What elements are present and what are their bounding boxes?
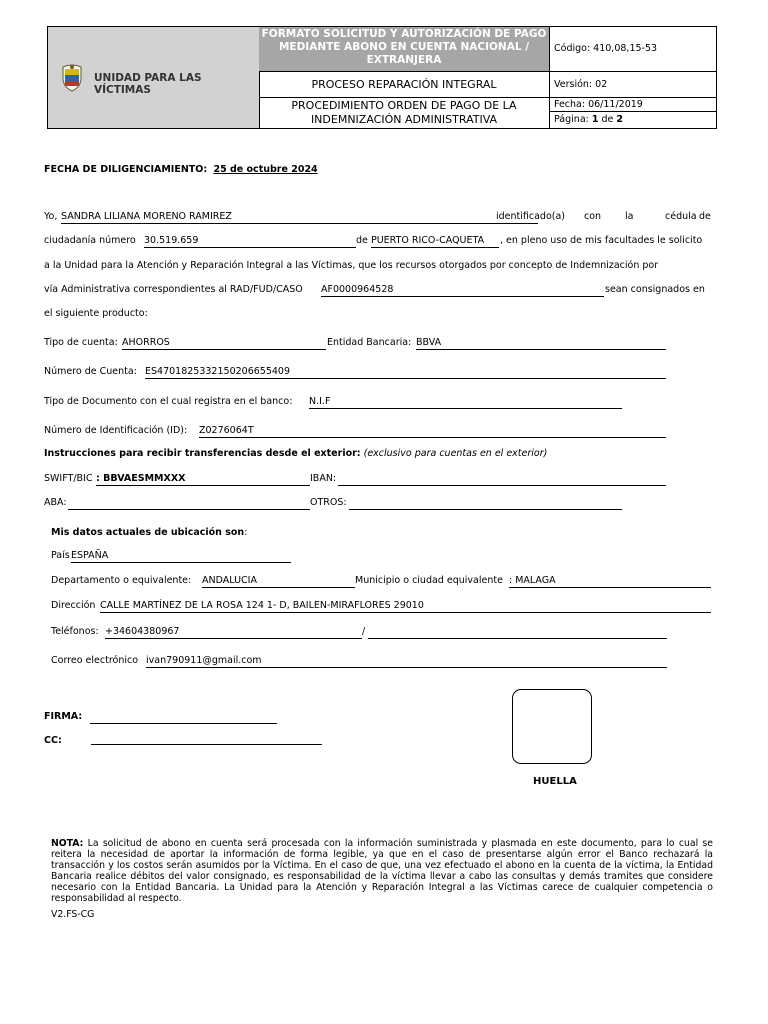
declaration-line-2: ciudadanía número 30.519.659 de PUERTO RICO-CAQUETA , en pleno uso de mis facultades le solicito: [44, 235, 703, 246]
id-number-field[interactable]: Z0276064T: [199, 424, 666, 438]
dept-field[interactable]: ANDALUCIA: [202, 574, 355, 588]
nota-label: NOTA:: [51, 838, 84, 849]
aba-field[interactable]: [68, 496, 310, 510]
nota-text: La solicitud de abono en cuenta será procesada con la información suministrada y plasmada en este documento, para lo cual se reitera la necesidad de aportar la información de forma legible, ya que en el caso de presentarse algún error el Banco rechazará la transacción y los costos serán asumidos por la Víctima. En el caso de que, una vez efectuado el abono en la cuenta de la víctima, la Entidad Bancaria realice débitos del valor consignado, es responsabilidad de la víctima llevar a cabo las consultas y demás tramites que considere necesario con la Entidad Bancaria. La Unidad para la Atención y Reparación Integral a las Víctimas carece de cualquier competencia o responsabilidad al respecto.: [51, 838, 713, 904]
declaration-line-1: Yo, SANDRA LILIANA MORENO RAMIREZ identificado(a) con la cédula de: [44, 211, 711, 222]
swift-field[interactable]: : BBVAESMMXXX: [96, 472, 310, 486]
cc-row: CC:: [44, 734, 334, 748]
foreign-instructions: Instrucciones para recibir transferencias desde el exterior: (exclusivo para cuentas en el exterior): [44, 448, 548, 459]
document-header: [47, 26, 717, 129]
cedula-number[interactable]: 30.519.659: [144, 234, 356, 248]
account-type-row: Tipo de cuenta: AHORROS Entidad Bancaria: BBVA: [44, 336, 684, 350]
phones-row: Teléfonos: +34604380967 /: [51, 625, 711, 639]
declaration-line-5: el siguiente producto:: [44, 308, 148, 319]
address-row: Dirección CALLE MARTÍNEZ DE LA ROSA 124 1- D, BAILEN-MIRAFLORES 29010: [51, 599, 711, 613]
id-number-row: Número de Identificación (ID): Z0276064T: [44, 424, 684, 438]
country-field[interactable]: ESPAÑA: [71, 549, 291, 563]
form-version-code: V2.FS-CG: [51, 909, 95, 920]
coat-of-arms-icon: [59, 64, 85, 92]
iban-field[interactable]: [338, 472, 666, 486]
aba-otros-row: ABA: OTROS:: [44, 496, 684, 510]
phone-field-2[interactable]: [368, 625, 667, 639]
location-title: Mis datos actuales de ubicación son:: [51, 527, 248, 538]
logo-text: UNIDAD PARA LAS VÍCTIMAS: [94, 72, 202, 96]
nota-paragraph: [51, 838, 713, 904]
address-field[interactable]: CALLE MARTÍNEZ DE LA ROSA 124 1- D, BAILEN-MIRAFLORES 29010: [100, 599, 711, 613]
declaration-line-3: a la Unidad para la Atención y Reparación Integral a las Víctimas, que los recursos otorgados por concepto de Indemnización por: [44, 260, 659, 271]
fill-date-value[interactable]: 25 de octubre 2024: [213, 164, 318, 175]
account-number-row: Número de Cuenta: ES4701825332150206655409: [44, 365, 684, 379]
process-name: PROCESO REPARACIÓN INTEGRAL: [259, 72, 550, 98]
account-type-field[interactable]: AHORROS: [122, 336, 326, 350]
logo-cell: [48, 27, 260, 128]
form-date: Fecha: 06/11/2019: [550, 98, 716, 112]
issue-place[interactable]: PUERTO RICO-CAQUETA: [371, 234, 499, 248]
rad-number[interactable]: AF0000964528: [321, 283, 604, 297]
procedure-name: PROCEDIMIENTO ORDEN DE PAGO DE LA INDEMNIZACIÓN ADMINISTRATIVA: [259, 98, 550, 128]
swift-iban-row: SWIFT/BIC : BBVAESMMXXX IBAN:: [44, 472, 684, 486]
form-code: Código: 410,08,15-53: [550, 27, 716, 72]
account-number-field[interactable]: ES4701825332150206655409: [145, 365, 666, 379]
fill-date-label: FECHA DE DILIGENCIAMIENTO:: [44, 164, 208, 175]
fingerprint-box[interactable]: [512, 689, 592, 764]
huella-label: HUELLA: [533, 776, 577, 787]
form-version: Versión: 02: [550, 72, 716, 98]
applicant-name[interactable]: SANDRA LILIANA MORENO RAMIREZ: [61, 210, 538, 224]
city-field[interactable]: : MALAGA: [509, 574, 711, 588]
form-title: FORMATO SOLICITUD Y AUTORIZACIÓN DE PAGO MEDIANTE ABONO EN CUENTA NACIONAL / EXTRANJERA: [259, 27, 550, 72]
firma-row: FIRMA:: [44, 710, 284, 724]
dept-city-row: Departamento o equivalente: ANDALUCIA Municipio o ciudad equivalente : MALAGA: [51, 574, 711, 588]
email-field[interactable]: ivan790911@gmail.com: [146, 654, 667, 668]
doc-type-field[interactable]: N.I.F: [309, 395, 622, 409]
email-row: Correo electrónico ivan790911@gmail.com: [51, 654, 711, 668]
country-row: País ESPAÑA: [51, 549, 711, 563]
page-number: Página: 1 de 2: [554, 114, 624, 125]
bank-field[interactable]: BBVA: [416, 336, 666, 350]
declaration-line-4: vía Administrativa correspondientes al RAD/FUD/CASO AF0000964528 sean consignados en: [44, 284, 705, 295]
otros-field[interactable]: [349, 496, 622, 510]
cc-field[interactable]: [91, 734, 322, 745]
fill-date-row: [44, 163, 318, 177]
signature-field[interactable]: [90, 710, 277, 724]
phone-field-1[interactable]: +34604380967: [105, 625, 362, 639]
doc-type-row: Tipo de Documento con el cual registra en el banco: N.I.F: [44, 395, 684, 409]
